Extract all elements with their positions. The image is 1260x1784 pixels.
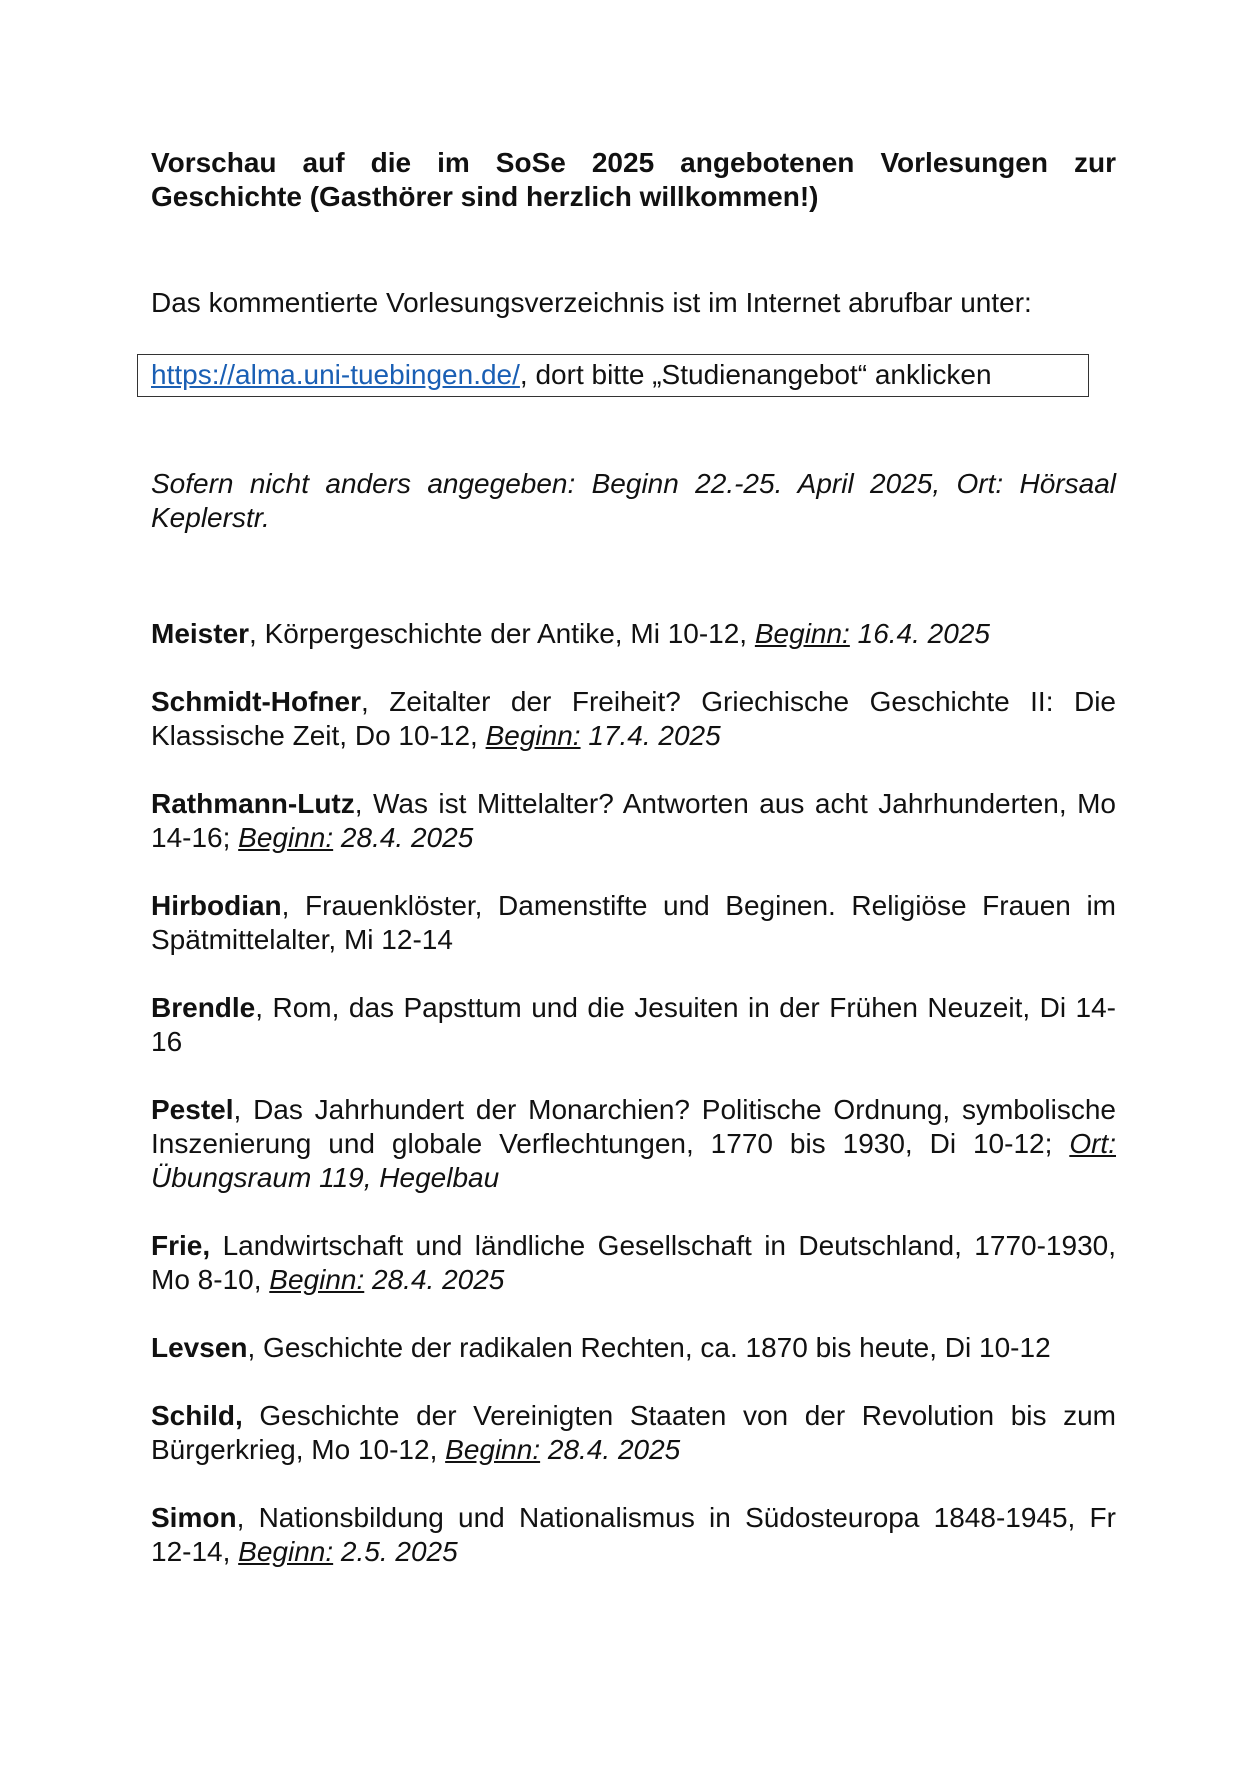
intro-text: Das kommentierte Vorlesungsverzeichnis ist im Internet abrufbar unter: (151, 287, 1032, 318)
lecture-item (151, 685, 1116, 753)
lecture-details: , Zeitalter der Freiheit? Griechische Geschichte II: Die Klassische Zeit, Do 10-12, (151, 686, 1116, 751)
lecturer-name: Levsen (151, 1332, 248, 1363)
lecture-value: 17.4. 2025 (580, 720, 721, 751)
lecture-value: 28.4. 2025 (333, 822, 474, 853)
lecture-label: Beginn: (238, 822, 334, 853)
lecture-item (151, 787, 1116, 855)
lecture-label: Ort: (1069, 1128, 1116, 1159)
lecture-details: , Frauenklöster, Damenstifte und Beginen. Religiöse Frauen im Spätmittelalter, Mi 12-14 (151, 890, 1116, 955)
lecture-label: Beginn: (754, 618, 850, 649)
lecturer-name: Pestel (151, 1094, 234, 1125)
default-info-note: Sofern nicht anders angegeben: Beginn 22.-25. April 2025, Ort: Hörsaal Keplerstr. (151, 468, 1116, 533)
lecture-label: Beginn: (238, 1536, 334, 1567)
lecture-details: , Das Jahrhundert der Monarchien? Politische Ordnung, symbolische Inszenierung und globale Verflechtungen, 1770 bis 1930, Di 10-12; (151, 1094, 1116, 1159)
lecture-item (151, 1229, 1116, 1297)
lecture-details: , Rom, das Papsttum und die Jesuiten in der Frühen Neuzeit, Di 14-16 (151, 992, 1116, 1057)
lecturer-name: Brendle (151, 992, 256, 1023)
lecturer-name: Schmidt-Hofner (151, 686, 361, 717)
lecture-details: , Geschichte der radikalen Rechten, ca. 1870 bis heute, Di 10-12 (247, 1332, 1051, 1363)
lecturer-name: Rathmann-Lutz (151, 788, 355, 819)
lecture-value: 2.5. 2025 (333, 1536, 458, 1567)
lecture-details: Landwirtschaft und ländliche Gesellschaft in Deutschland, 1770-1930, Mo 8-10, (151, 1230, 1116, 1295)
lecture-label: Beginn: (269, 1264, 365, 1295)
lecture-list (151, 617, 1116, 1569)
alma-link[interactable]: https://alma.uni-tuebingen.de/ (151, 359, 520, 390)
lecture-item (151, 1093, 1116, 1195)
lecture-details: , Was ist Mittelalter? Antworten aus acht Jahrhunderten, Mo 14-16; (151, 788, 1116, 853)
lecture-value: 28.4. 2025 (364, 1264, 505, 1295)
lecture-details: , Nationsbildung und Nationalismus in Südosteuropa 1848-1945, Fr 12-14, (151, 1502, 1116, 1567)
lecturer-name: Frie, (151, 1230, 211, 1261)
lecture-item (151, 1399, 1116, 1467)
link-box (137, 354, 1089, 397)
document-page (151, 146, 1116, 1603)
lecturer-name: Meister (151, 618, 250, 649)
lecture-item (151, 1331, 1116, 1365)
link-suffix: , dort bitte „Studienangebot“ anklicken (519, 359, 992, 390)
lecturer-name: Hirbodian (151, 890, 282, 921)
document-title: Vorschau auf die im SoSe 2025 angebotenen Vorlesungen zur Geschichte (Gasthörer sind herzlich willkommen!) (151, 147, 1116, 212)
lecture-item (151, 1501, 1116, 1569)
lecturer-name: Schild, (151, 1400, 243, 1431)
lecture-value: 28.4. 2025 (540, 1434, 681, 1465)
lecture-details: Geschichte der Vereinigten Staaten von der Revolution bis zum Bürgerkrieg, Mo 10-12, (151, 1400, 1116, 1465)
lecture-label: Beginn: (445, 1434, 541, 1465)
lecturer-name: Simon (151, 1502, 237, 1533)
lecture-item (151, 889, 1116, 957)
lecture-details: , Körpergeschichte der Antike, Mi 10-12, (249, 618, 755, 649)
lecture-value: 16.4. 2025 (849, 618, 990, 649)
lecture-item (151, 617, 1116, 651)
lecture-label: Beginn: (485, 720, 581, 751)
lecture-value: Übungsraum 119, Hegelbau (151, 1162, 500, 1193)
lecture-item (151, 991, 1116, 1059)
